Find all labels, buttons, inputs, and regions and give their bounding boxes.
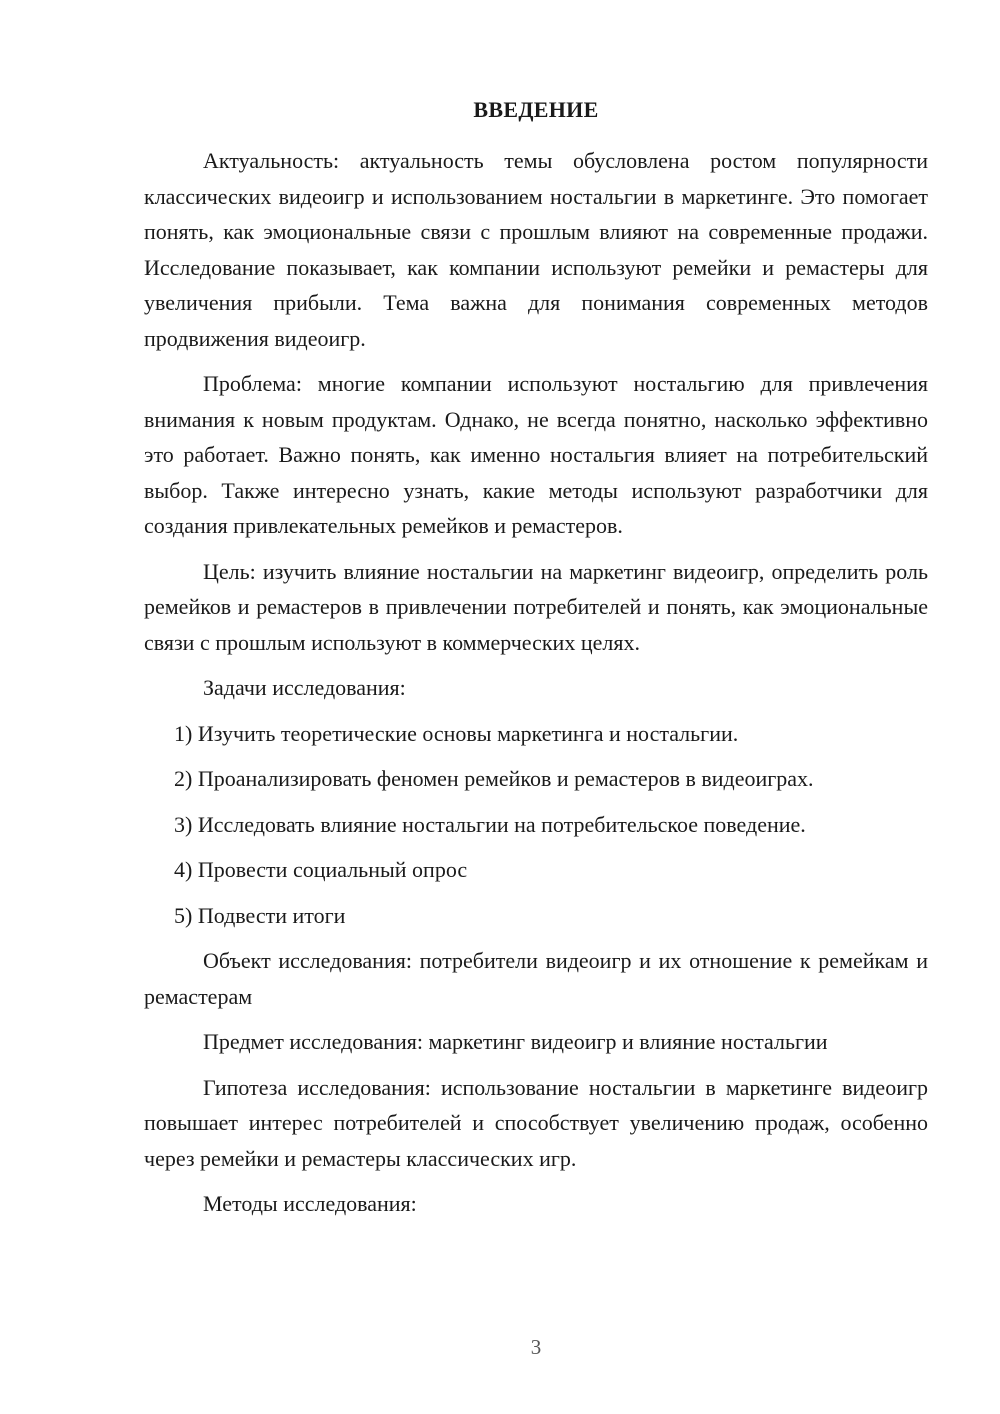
task-item: 2) Проанализировать феномен ремейков и ремастеров в видеоиграх. xyxy=(174,766,814,791)
paragraph-subject: Предмет исследования: маркетинг видеоигр и влияние ностальгии xyxy=(203,1029,828,1054)
page-number: 3 xyxy=(530,1335,542,1359)
paragraph-relevance: Актуальность: актуальность темы обусловлена ростом популярности классических видеоигр и использованием ностальгии в маркетинге. Это помогает понять, как эмоциональные связи с прошлым влияют на современные продажи. Исследование показывает, как компании используют ремейки и ремастеры для увеличения прибыли. Тема важна для понимания современных методов продвижения видеоигр. xyxy=(144,148,928,351)
task-item: 1) Изучить теоретические основы маркетинга и ностальгии. xyxy=(174,720,739,746)
paragraph-goal: Цель: изучить влияние ностальгии на маркетинг видеоигр, определить роль ремейков и ремастеров в привлечении потребителей и понять, как эмоциональные связи с прошлым используют в коммерческих целях. xyxy=(144,558,928,655)
task-item: 3) Исследовать влияние ностальгии на потребительское поведение. xyxy=(174,811,806,837)
paragraph-methods: Методы исследования: xyxy=(203,1191,417,1216)
task-item: 4) Провести социальный опрос xyxy=(174,857,468,882)
tasks-heading: Задачи исследования: xyxy=(203,675,406,700)
paragraph-problem: Проблема: многие компании используют ностальгию для привлечения внимания к новым продуктам. Однако, не всегда понятно, насколько эффективно это работает. Важно понять, как именно ностальгия влияет на потребительский выбор. Также интересно узнать, какие методы используют разработчики для создания привлекательных ремейков и ремастеров. xyxy=(144,371,928,538)
paragraph-hypothesis: Гипотеза исследования: использование ностальгии в маркетинге видеоигр повышает интерес потребителей и способствует увеличению продаж, особенно через ремейки и ремастеры классических игр. xyxy=(144,1074,928,1171)
document-page xyxy=(144,95,928,1232)
page-title: ВВЕДЕНИЕ xyxy=(473,97,599,122)
paragraph-object: Объект исследования: потребители видеоигр и их отношение к ремейкам и ремастерам xyxy=(144,948,928,1009)
task-item: 5) Подвести итоги xyxy=(174,902,346,928)
